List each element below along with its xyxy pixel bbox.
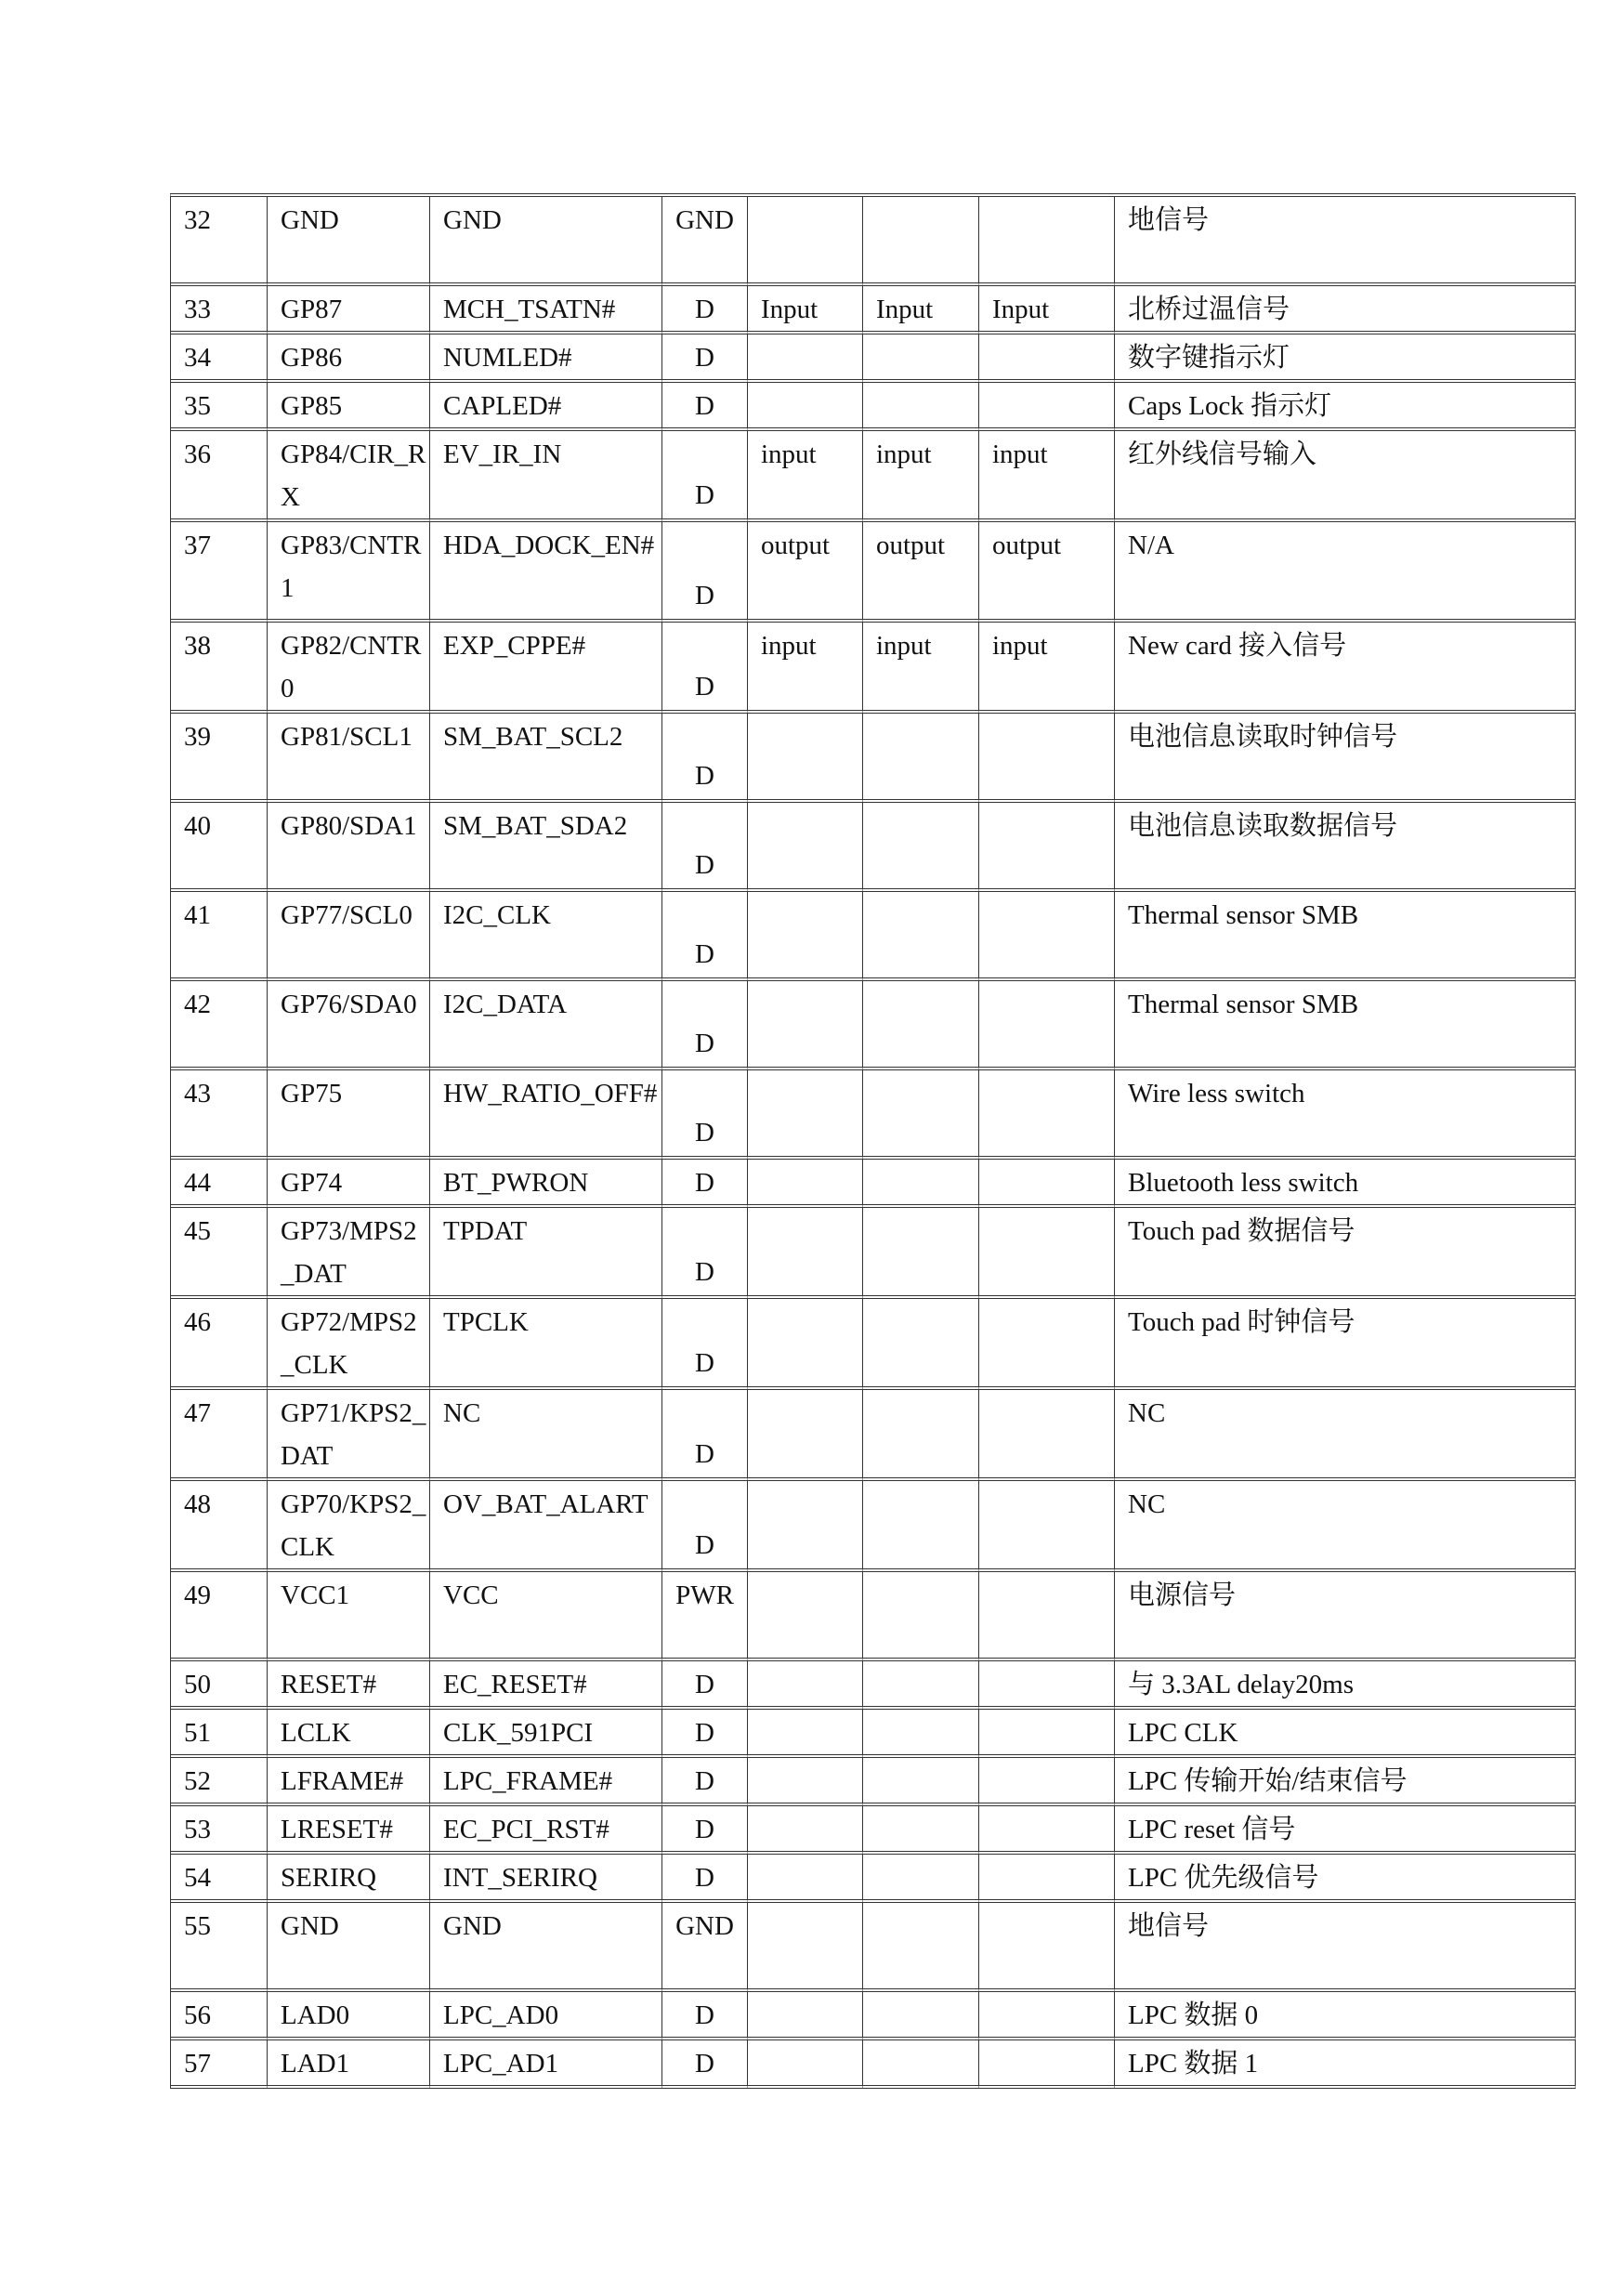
description-cell: Wire less switch [1115,1070,1576,1160]
state-2-cell [863,1710,979,1758]
pin-name-cell: LAD1 [268,2040,430,2089]
pin-number-cell: 50 [171,1661,268,1710]
pin-name-cell: GP76/SDA0 [268,981,430,1070]
state-3-cell [979,892,1115,981]
pin-type-cell: D [662,1806,748,1855]
description-cell: NC [1115,1390,1576,1481]
state-1-cell: output [748,522,863,623]
pin-type-cell: D [662,334,748,383]
pin-type-cell: D [662,1758,748,1806]
signal-name-cell: BT_PWRON [430,1160,662,1208]
table-row [171,714,1576,803]
state-1-cell [748,1903,863,1992]
description-cell: Thermal sensor SMB [1115,981,1576,1070]
state-3-cell [979,1208,1115,1299]
pin-type-cell: D [662,1855,748,1903]
pin-name-cell: GP83/CNTR1 [268,522,430,623]
state-1-cell [748,714,863,803]
table-row [171,431,1576,522]
state-1-cell [748,2040,863,2089]
pin-table [170,193,1576,2089]
state-2-cell [863,2040,979,2089]
state-1-cell [748,383,863,431]
signal-name-cell: I2C_CLK [430,892,662,981]
pin-name-cell: GP71/KPS2_DAT [268,1390,430,1481]
pin-type-cell: D [662,2040,748,2089]
description-cell: 电池信息读取时钟信号 [1115,714,1576,803]
table-row [171,1661,1576,1710]
state-1-cell [748,1390,863,1481]
pin-name-cell: GND [268,1903,430,1992]
table-row [171,286,1576,334]
pin-number-cell: 34 [171,334,268,383]
signal-name-cell: I2C_DATA [430,981,662,1070]
state-2-cell [863,981,979,1070]
pin-type-cell: D [662,1710,748,1758]
pin-name-cell: LRESET# [268,1806,430,1855]
state-2-cell [863,803,979,892]
state-1-cell: input [748,431,863,522]
state-2-cell [863,1208,979,1299]
pin-number-cell: 51 [171,1710,268,1758]
pin-type-cell: D [662,522,748,623]
pin-type-cell: D [662,981,748,1070]
pin-type-cell: D [662,623,748,714]
state-2-cell: input [863,431,979,522]
state-1-cell [748,803,863,892]
pin-name-cell: GP74 [268,1160,430,1208]
state-2-cell [863,1572,979,1661]
pin-name-cell: GP81/SCL1 [268,714,430,803]
pin-number-cell: 49 [171,1572,268,1661]
state-2-cell [863,1758,979,1806]
state-1-cell [748,1758,863,1806]
pin-number-cell: 32 [171,197,268,286]
state-2-cell: Input [863,286,979,334]
state-2-cell [863,1806,979,1855]
signal-name-cell: TPCLK [430,1299,662,1390]
description-cell: Touch pad 数据信号 [1115,1208,1576,1299]
state-1-cell: Input [748,286,863,334]
state-3-cell [979,714,1115,803]
state-2-cell [863,1661,979,1710]
description-cell: Thermal sensor SMB [1115,892,1576,981]
state-2-cell [863,892,979,981]
description-cell: Bluetooth less switch [1115,1160,1576,1208]
pin-name-cell: GP85 [268,383,430,431]
pin-name-cell: RESET# [268,1661,430,1710]
state-3-cell [979,1710,1115,1758]
state-1-cell [748,197,863,286]
table-row [171,1208,1576,1299]
pin-number-cell: 33 [171,286,268,334]
pin-type-cell: D [662,1070,748,1160]
signal-name-cell: LPC_AD0 [430,1992,662,2040]
pin-number-cell: 46 [171,1299,268,1390]
state-3-cell [979,383,1115,431]
state-3-cell [979,334,1115,383]
description-cell: 数字键指示灯 [1115,334,1576,383]
signal-name-cell: SM_BAT_SDA2 [430,803,662,892]
pin-type-cell: D [662,1661,748,1710]
table-row [171,1481,1576,1572]
pin-name-cell: GP72/MPS2_CLK [268,1299,430,1390]
state-1-cell [748,1208,863,1299]
pin-name-cell: LFRAME# [268,1758,430,1806]
pin-name-cell: SERIRQ [268,1855,430,1903]
description-cell: 地信号 [1115,1903,1576,1992]
state-1-cell [748,1070,863,1160]
signal-name-cell: EC_PCI_RST# [430,1806,662,1855]
signal-name-cell: TPDAT [430,1208,662,1299]
table-row [171,1992,1576,2040]
table-row [171,383,1576,431]
pin-number-cell: 57 [171,2040,268,2089]
table-row [171,2040,1576,2089]
pin-number-cell: 42 [171,981,268,1070]
state-3-cell [979,1390,1115,1481]
description-cell: Touch pad 时钟信号 [1115,1299,1576,1390]
pin-type-cell: D [662,1992,748,2040]
pin-type-cell: D [662,431,748,522]
signal-name-cell: LPC_FRAME# [430,1758,662,1806]
state-2-cell [863,714,979,803]
pin-type-cell: GND [662,197,748,286]
signal-name-cell: NC [430,1390,662,1481]
state-3-cell [979,803,1115,892]
signal-name-cell: INT_SERIRQ [430,1855,662,1903]
state-1-cell [748,334,863,383]
pin-name-cell: LAD0 [268,1992,430,2040]
table-row [171,334,1576,383]
description-cell: Caps Lock 指示灯 [1115,383,1576,431]
state-2-cell [863,197,979,286]
pin-number-cell: 53 [171,1806,268,1855]
pin-type-cell: D [662,1481,748,1572]
pin-type-cell: D [662,1390,748,1481]
pin-number-cell: 54 [171,1855,268,1903]
state-2-cell [863,1160,979,1208]
pin-number-cell: 37 [171,522,268,623]
state-3-cell [979,1299,1115,1390]
state-1-cell: input [748,623,863,714]
pin-name-cell: GP84/CIR_RX [268,431,430,522]
signal-name-cell: OV_BAT_ALART [430,1481,662,1572]
table-row [171,1299,1576,1390]
signal-name-cell: EC_RESET# [430,1661,662,1710]
state-3-cell [979,1070,1115,1160]
state-3-cell [979,1572,1115,1661]
state-2-cell [863,334,979,383]
signal-name-cell: EXP_CPPE# [430,623,662,714]
table-row [171,522,1576,623]
signal-name-cell: MCH_TSATN# [430,286,662,334]
signal-name-cell: GND [430,1903,662,1992]
pin-name-cell: VCC1 [268,1572,430,1661]
signal-name-cell: CAPLED# [430,383,662,431]
signal-name-cell: CLK_591PCI [430,1710,662,1758]
signal-name-cell: GND [430,197,662,286]
table-row [171,892,1576,981]
pin-name-cell: GP86 [268,334,430,383]
pin-number-cell: 44 [171,1160,268,1208]
description-cell: 与 3.3AL delay20ms [1115,1661,1576,1710]
state-1-cell [748,1661,863,1710]
pin-name-cell: GP77/SCL0 [268,892,430,981]
state-3-cell [979,1758,1115,1806]
table-row [171,1160,1576,1208]
pin-table-body [171,197,1576,2089]
state-2-cell [863,1481,979,1572]
description-cell: LPC reset 信号 [1115,1806,1576,1855]
state-3-cell [979,1855,1115,1903]
state-3-cell [979,1806,1115,1855]
description-cell: LPC 优先级信号 [1115,1855,1576,1903]
description-cell: 电源信号 [1115,1572,1576,1661]
table-row [171,1710,1576,1758]
pin-type-cell: GND [662,1903,748,1992]
state-1-cell [748,1481,863,1572]
state-3-cell [979,1903,1115,1992]
state-2-cell [863,1299,979,1390]
pin-type-cell: D [662,803,748,892]
table-row [171,623,1576,714]
state-3-cell [979,197,1115,286]
pin-number-cell: 35 [171,383,268,431]
state-3-cell: Input [979,286,1115,334]
signal-name-cell: HW_RATIO_OFF# [430,1070,662,1160]
state-2-cell [863,1992,979,2040]
state-2-cell [863,1070,979,1160]
state-3-cell [979,1481,1115,1572]
pin-name-cell: GP87 [268,286,430,334]
description-cell: LPC 数据 1 [1115,2040,1576,2089]
state-1-cell [748,1855,863,1903]
state-2-cell [863,1390,979,1481]
state-1-cell [748,1806,863,1855]
state-1-cell [748,981,863,1070]
pin-number-cell: 52 [171,1758,268,1806]
signal-name-cell: NUMLED# [430,334,662,383]
pin-number-cell: 45 [171,1208,268,1299]
pin-number-cell: 39 [171,714,268,803]
description-cell: 电池信息读取数据信号 [1115,803,1576,892]
state-3-cell [979,1160,1115,1208]
state-1-cell [748,1572,863,1661]
state-3-cell [979,2040,1115,2089]
description-cell: NC [1115,1481,1576,1572]
table-row [171,1390,1576,1481]
pin-type-cell: D [662,1160,748,1208]
pin-type-cell: D [662,892,748,981]
pin-number-cell: 47 [171,1390,268,1481]
signal-name-cell: LPC_AD1 [430,2040,662,2089]
pin-name-cell: GP73/MPS2_DAT [268,1208,430,1299]
table-row [171,803,1576,892]
signal-name-cell: VCC [430,1572,662,1661]
description-cell: New card 接入信号 [1115,623,1576,714]
state-3-cell [979,981,1115,1070]
description-cell: 红外线信号输入 [1115,431,1576,522]
state-2-cell [863,383,979,431]
pin-name-cell: GP82/CNTR0 [268,623,430,714]
signal-name-cell: HDA_DOCK_EN# [430,522,662,623]
pin-number-cell: 36 [171,431,268,522]
table-row [171,1070,1576,1160]
state-2-cell [863,1855,979,1903]
state-3-cell: input [979,623,1115,714]
table-row [171,1855,1576,1903]
pin-type-cell: D [662,383,748,431]
description-cell: 地信号 [1115,197,1576,286]
pin-number-cell: 38 [171,623,268,714]
description-cell: 北桥过温信号 [1115,286,1576,334]
pin-name-cell: GP80/SDA1 [268,803,430,892]
pin-name-cell: GP70/KPS2_CLK [268,1481,430,1572]
pin-type-cell: D [662,286,748,334]
pin-number-cell: 48 [171,1481,268,1572]
table-row [171,981,1576,1070]
description-cell: LPC 数据 0 [1115,1992,1576,2040]
state-1-cell [748,892,863,981]
table-row [171,1572,1576,1661]
pin-type-cell: D [662,1299,748,1390]
state-3-cell: input [979,431,1115,522]
state-2-cell [863,1903,979,1992]
pin-number-cell: 41 [171,892,268,981]
table-row [171,1903,1576,1992]
pin-number-cell: 40 [171,803,268,892]
pin-number-cell: 55 [171,1903,268,1992]
state-3-cell [979,1661,1115,1710]
state-3-cell [979,1992,1115,2040]
table-row [171,1758,1576,1806]
pin-type-cell: PWR [662,1572,748,1661]
state-2-cell: output [863,522,979,623]
pin-number-cell: 43 [171,1070,268,1160]
pin-number-cell: 56 [171,1992,268,2040]
state-1-cell [748,1160,863,1208]
description-cell: LPC CLK [1115,1710,1576,1758]
state-3-cell: output [979,522,1115,623]
description-cell: LPC 传输开始/结束信号 [1115,1758,1576,1806]
pin-name-cell: GND [268,197,430,286]
table-row [171,197,1576,286]
description-cell: N/A [1115,522,1576,623]
state-1-cell [748,1992,863,2040]
pin-name-cell: LCLK [268,1710,430,1758]
pin-name-cell: GP75 [268,1070,430,1160]
pin-type-cell: D [662,714,748,803]
signal-name-cell: EV_IR_IN [430,431,662,522]
state-1-cell [748,1710,863,1758]
pin-type-cell: D [662,1208,748,1299]
state-1-cell [748,1299,863,1390]
signal-name-cell: SM_BAT_SCL2 [430,714,662,803]
state-2-cell: input [863,623,979,714]
table-row [171,1806,1576,1855]
